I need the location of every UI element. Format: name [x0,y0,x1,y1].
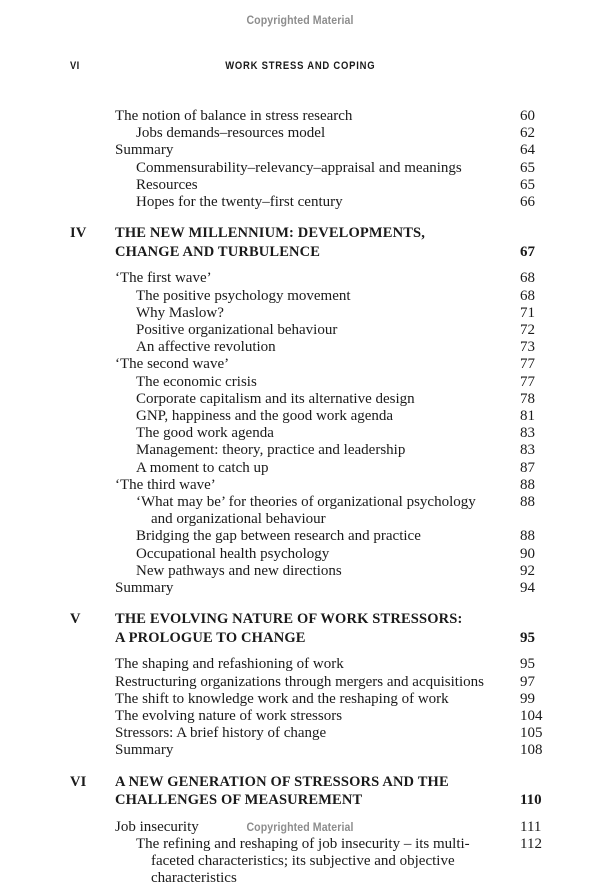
toc-entry-label: The economic crisis [136,373,257,390]
toc-entry-label: Restructuring organizations through mergers and acquisitions [115,673,484,690]
toc-entry-page-number [520,270,600,287]
page-number-text: 77 [520,356,535,373]
chapter-title-line-1: THE NEW MILLENNIUM: DEVELOPMENTS, [115,225,426,242]
toc-entry-page-number [520,725,600,742]
toc-entry-label: Why Maslow? [136,304,224,321]
running-head [0,60,600,76]
toc-entry-page-number [520,108,600,125]
toc-entry-page-number [520,691,600,708]
toc-entry-page-number [520,708,600,725]
page-number-text: 90 [520,545,535,562]
toc-entry-label: Summary [115,580,174,597]
page-number-text: 95 [520,656,535,673]
page-number-text: 73 [520,339,535,356]
toc-entry-page-number [520,477,600,494]
toc-entry-label: The shaping and refashioning of work [115,656,344,673]
toc-entry-label: Positive organizational behaviour [136,322,338,339]
toc-entry-label: Bridging the gap between research and practice [136,528,421,545]
toc-entry[interactable] [0,425,600,442]
toc-entry-label: The positive psychology movement [136,287,351,304]
toc-entry-page-number [520,356,600,373]
toc-entry[interactable] [0,408,600,425]
toc-entry[interactable] [0,391,600,408]
page-number-text: 62 [520,125,535,142]
toc-entry[interactable] [0,656,600,673]
toc-entry[interactable] [0,356,600,373]
page-number-text: 92 [520,562,535,579]
toc-entry-label: Job insecurity [115,818,199,835]
toc-entry[interactable] [0,305,600,322]
page-number-text: 104 [520,708,543,725]
page-number-text: 110 [520,792,542,809]
toc-entry[interactable] [0,322,600,339]
toc-entry[interactable] [0,142,600,159]
toc-entry-page-number [520,546,600,563]
toc-chapter-heading[interactable] [0,773,600,810]
page-number-text: 112 [520,836,542,853]
toc-entry-label: ‘What may be’ for theories of organizational psychology and organizational behaviour [136,494,476,528]
toc-entry-label: Resources [136,176,198,193]
toc-entry-label: Management: theory, practice and leadership [136,442,406,459]
toc-entry-page-number [520,528,600,545]
toc-entry-label: Corporate capitalism and its alternative design [136,390,415,407]
toc-entry-page-number [520,460,600,477]
toc-entry-label: An affective revolution [136,339,276,356]
toc-entry-label: A moment to catch up [136,459,269,476]
toc-entry-label: The shift to knowledge work and the reshaping of work [115,690,449,707]
page-number-text: 68 [520,270,535,287]
toc-entry[interactable] [0,563,600,580]
toc-entry[interactable] [0,270,600,287]
page-number-text: 105 [520,725,543,742]
chapter-page-number [520,629,600,648]
toc-entry-label: Stressors: A brief history of change [115,725,327,742]
chapter-numeral: VI [70,773,87,790]
toc-entry-label: The refining and reshaping of job insecurity – its multi-faceted characteristics; its subjective and objective characteristics [136,836,470,887]
chapter-title-line-1: THE EVOLVING NATURE OF WORK STRESSORS: [115,611,463,628]
page-number-text: 67 [520,243,535,260]
page-number-text: 78 [520,390,535,407]
page-number-text: 66 [520,194,535,211]
toc-entry[interactable] [0,477,600,494]
toc-entry[interactable] [0,108,600,125]
toc-entry-label: GNP, happiness and the good work agenda [136,408,394,425]
toc-entry-page-number [520,391,600,408]
toc-entry[interactable] [0,460,600,477]
toc-entry[interactable] [0,339,600,356]
toc-entry-page-number [520,674,600,691]
toc-entry-page-number [520,160,600,177]
page-number-text: 88 [520,476,535,493]
toc-entry-page-number [520,177,600,194]
toc-entry[interactable] [0,836,600,888]
toc-entry-page-number [520,374,600,391]
chapter-title-line-2: A PROLOGUE TO CHANGE [115,629,306,646]
toc-entry-label: Summary [115,742,174,759]
page-folio: VI [70,60,80,72]
chapter-numeral: V [70,611,81,628]
toc-entry[interactable] [0,691,600,708]
toc-entry[interactable] [0,374,600,391]
toc-entry-label: The good work agenda [136,425,274,442]
page-number-text: 95 [520,629,535,646]
page-number-text: 108 [520,742,543,759]
toc-entry[interactable] [0,442,600,459]
toc-entry[interactable] [0,194,600,211]
chapter-title-line-2: CHALLENGES OF MEASUREMENT [115,792,363,809]
toc-chapter-heading[interactable] [0,224,600,261]
page-number-text: 65 [520,159,535,176]
toc-entry-page-number [520,442,600,459]
chapter-title-line-2: CHANGE AND TURBULENCE [115,243,321,260]
page-number-text: 65 [520,176,535,193]
page-number-text: 64 [520,142,535,159]
toc-entry-label: New pathways and new directions [136,562,342,579]
page-number-text: 88 [520,494,535,511]
toc-entry[interactable] [0,580,600,597]
toc-entry[interactable] [0,708,600,725]
toc-entry-page-number [520,836,600,853]
toc-entry-page-number [520,288,600,305]
toc-entry[interactable] [0,494,600,528]
copyright-watermark-top: Copyrighted Material [246,15,354,27]
page-number-text: 83 [520,442,535,459]
toc-entry-page-number [520,425,600,442]
toc-entry-label: Occupational health psychology [136,545,330,562]
toc-entry-page-number [520,742,600,759]
toc-entry-page-number [520,656,600,673]
toc-entry[interactable] [0,160,600,177]
book-title-text: WORK STRESS AND COPING [224,60,376,72]
toc-entry-label: Jobs demands–resources model [136,125,326,142]
chapter-page-number [520,243,600,262]
page-number-text: 97 [520,673,535,690]
toc-entry-label: ‘The third wave’ [115,476,216,493]
toc-entry-label: Commensurability–relevancy–appraisal and meanings [136,159,462,176]
page-number-text: 77 [520,373,535,390]
toc-entry[interactable] [0,288,600,305]
copyright-watermark-bottom: Copyrighted Material [246,822,354,834]
toc-entry-page-number [520,494,600,511]
chapter-page-number [520,791,600,810]
page-number-text: 72 [520,322,535,339]
toc-entry-label: The notion of balance in stress research [115,108,353,124]
page-number-text: 83 [520,425,535,442]
toc-entry-page-number [520,339,600,356]
toc-entry-page-number [520,125,600,142]
toc-entry[interactable] [0,528,600,545]
page-number-text: 94 [520,580,535,597]
toc-entry-page-number [520,142,600,159]
toc-entry-page-number [520,194,600,211]
toc-entry-label: The evolving nature of work stressors [115,708,343,725]
toc-entry[interactable] [0,125,600,142]
toc-chapter-heading[interactable] [0,610,600,647]
toc-entry[interactable] [0,546,600,563]
page-number-text: 68 [520,287,535,304]
toc-entry[interactable] [0,674,600,691]
toc-entry-page-number [520,580,600,597]
page-number-text: 81 [520,408,535,425]
toc-entry-label: Summary [115,142,174,159]
page-number-text: 60 [520,108,535,124]
page-number-text: 111 [520,818,542,835]
chapter-numeral: IV [70,225,87,242]
toc-entry-label: ‘The first wave’ [115,270,212,287]
toc-entry[interactable] [0,742,600,759]
toc-entry[interactable] [0,177,600,194]
table-of-contents [0,108,600,888]
toc-entry-page-number [520,408,600,425]
toc-entry-label: Hopes for the twenty–first century [136,194,343,211]
toc-entry-label: ‘The second wave’ [115,356,230,373]
page-number-text: 87 [520,459,535,476]
toc-entry-page-number [520,305,600,322]
page-number-text: 99 [520,690,535,707]
chapter-title-line-1: A NEW GENERATION OF STRESSORS AND THE [115,773,449,790]
page-number-text: 71 [520,304,535,321]
toc-entry-page-number [520,563,600,580]
book-title [0,60,600,72]
toc-entry[interactable] [0,725,600,742]
toc-entry-page-number [520,322,600,339]
page-number-text: 88 [520,528,535,545]
